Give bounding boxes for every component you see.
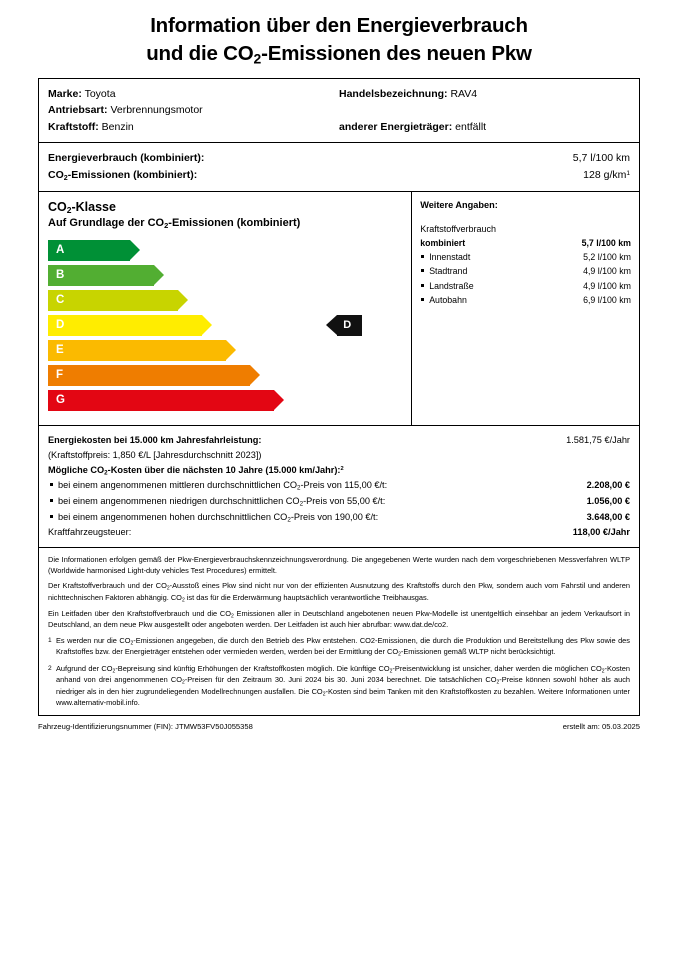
weitere-value-landstrasse: 4,9 l/100 km	[583, 280, 631, 291]
kraftstoffverbrauch-heading: Kraftstoffverbrauch	[420, 223, 497, 234]
weitere-label-landstrasse: Landstraße	[420, 279, 474, 293]
co2-kosten-label-mittel: bei einem angenommenen mittleren durchschnittlichen $CO_2$-Preis von 115,00 €/t:	[48, 478, 387, 494]
co2-emissionen-value: 128 $g/km^1$	[583, 168, 630, 181]
weitere-row-kombiniert	[420, 236, 631, 250]
class-bar-b	[48, 265, 154, 286]
class-bar-f-label: F	[56, 369, 64, 382]
handelsbezeichnung-value: RAV4	[450, 87, 478, 100]
class-bar-d-label: D	[56, 319, 65, 332]
weitere-row-innenstadt	[420, 250, 631, 264]
kraftstoff-label: Kraftstoff:	[48, 120, 99, 133]
class-bar-c-label: C	[56, 294, 65, 307]
identity-spacer	[339, 102, 630, 118]
class-bar-e	[48, 340, 226, 361]
handelsbezeichnung-label: Handelsbezeichnung:	[339, 87, 448, 100]
class-bar-g-label: G	[56, 394, 65, 407]
weitere-row-autobahn	[420, 293, 631, 307]
label-frame	[38, 78, 640, 716]
class-bar-g	[48, 390, 274, 411]
co2-kosten-label-niedrig: bei einem angenommenen niedrigen durchschnittlichen $CO_2$-Preis von 55,00 €/t:	[48, 494, 385, 510]
antriebsart-value: Verbrennungsmotor	[110, 104, 203, 117]
co2-kosten-value-hoch: 3.648,00 €	[586, 511, 630, 522]
kraftfahrzeugsteuer-value: 118,00 €/Jahr	[572, 527, 630, 538]
co2-emissionen-row	[48, 167, 630, 184]
co2-class-marker	[337, 315, 362, 336]
kraftfahrzeugsteuer-row	[48, 525, 630, 540]
co2-kosten-value-niedrig: 1.056,00 €	[586, 495, 630, 506]
weitere-row-stadtrand	[420, 264, 631, 278]
class-row-d	[48, 315, 402, 336]
class-row-b	[48, 265, 402, 286]
document-footer	[38, 722, 640, 731]
co2-class-subtitle: Auf Grundlage der $CO_2$-Emissionen (kombiniert)	[48, 216, 301, 230]
co2-class-bars	[48, 240, 402, 411]
legal-paragraph-3: Ein Leitfaden über den Kraftstoffverbrauch und die $CO_2$ Emissionen aller in Deutschland angebotenen neuen Pkw-Modelle ist unentgeltlich einsehbar an jedem Verkaufsort in Deutschland, an dem neue Pkw ausgestellt oder angeboten werden. Der Leitfaden ist auch hier abrufbar: www.dat.de/co2.	[48, 609, 630, 630]
co2-kosten-row-niedrig	[48, 494, 630, 510]
marke-label: Marke:	[48, 87, 82, 100]
moegliche-co2-kosten-heading: Mögliche $CO_2$-Kosten über die nächsten 10 Jahre (15.000 km/Jahr):$^2$	[48, 464, 344, 477]
co2-class-title: $CO_2$-Klasse	[48, 199, 116, 215]
marke-value: Toyota	[84, 87, 116, 100]
class-row-f	[48, 365, 402, 386]
identity-row-1	[48, 86, 630, 102]
class-row-a	[48, 240, 402, 261]
weitere-label-innenstadt: Innenstadt	[420, 250, 470, 264]
kraftstoff-value: Benzin	[101, 120, 134, 133]
class-row-c	[48, 290, 402, 311]
handelsbezeichnung-field	[339, 86, 630, 102]
class-row-g	[48, 390, 402, 411]
weitere-label-stadtrand: Stadtrand	[420, 264, 467, 278]
weitere-row-landstrasse	[420, 279, 631, 293]
class-bar-a-label: A	[56, 244, 65, 257]
energiekosten-label: Energiekosten bei 15.000 km Jahresfahrleistung:	[48, 434, 262, 445]
costs-section	[39, 426, 639, 548]
legal-paragraph-1: Die Informationen erfolgen gemäß der Pkw-Energieverbrauchskennzeichnungsverordnung. Die angegebenen Werte wurden nach dem vorgeschriebenen Messverfahren WLTP (Worldwide harmonised Light-duty vehicles Test Procedures) ermittelt.	[48, 555, 630, 575]
co2-kosten-label-hoch: bei einem angenommenen hohen durchschnittlichen $CO_2$-Preis von 190,00 €/t:	[48, 510, 378, 526]
class-bar-d	[48, 315, 202, 336]
weitere-label-autobahn: Autobahn	[420, 293, 467, 307]
anderer-energietraeger-field	[339, 119, 630, 135]
legal-footnote-2: 2 Aufgrund der $CO_2$-Bepreisung sind künftig Erhöhungen der Kraftstoffkosten möglich. Die künftige $CO_2$-Preisentwicklung ist unsicher, daher werden die möglichen $CO_2$-Kosten anhand von drei angenommenen $CO_2$-Preisen für den Zeitraum 30. Juni 2024 bis 30. Juni 2034 berechnet. Die tatsächlichen $CO_2$-Preise können sowohl höher als auch niedriger als in den hier zugrundeliegenden Modellrechnungen ausfallen. Die $CO_2$-Kosten sind beim Tanken mit den Kraftstoffkosten zu bezahlen. Weitere Informationen unter www.alternativ-mobil.info.	[48, 663, 631, 707]
energieverbrauch-value: 5,7 l/100 km	[572, 151, 630, 164]
legal-notes-section	[39, 548, 639, 715]
class-bar-a	[48, 240, 130, 261]
energieverbrauch-row	[48, 150, 630, 167]
co2-kosten-row-hoch	[48, 510, 630, 526]
weitere-angaben-panel	[412, 192, 639, 425]
co2-kosten-row-mittel	[48, 478, 630, 494]
page-title	[0, 0, 678, 78]
consumption-section	[39, 143, 639, 192]
weitere-value-innenstadt: 5,2 l/100 km	[583, 252, 631, 263]
weitere-value-kombiniert: 5,7 l/100 km	[581, 237, 631, 248]
identity-row-2	[48, 102, 630, 118]
class-bar-b-label: B	[56, 269, 65, 282]
class-bar-f	[48, 365, 250, 386]
title-line-1: Information über den Energieverbrauch	[150, 14, 528, 37]
kraftstoff-field	[48, 119, 339, 135]
legal-paragraph-2: Der Kraftstoffverbrauch und der $CO_2$-Ausstoß eines Pkw sind nicht nur von der effizienten Ausnutzung des Kraftstoffs durch den Pkw, sondern auch vom Fahrstil und anderen nichttechnischen Faktoren abhängig. $CO_2$ ist das für die Erderwärmung hauptsächlich verantwortliche Treibhausgas.	[48, 581, 630, 603]
anderer-energietraeger-label: anderer Energieträger:	[339, 120, 453, 133]
co2-class-marker-label: D	[343, 319, 352, 332]
weitere-angaben-heading: Weitere Angaben:	[420, 199, 498, 210]
identity-row-3	[48, 119, 630, 135]
weitere-label-kombiniert: kombiniert	[420, 237, 466, 248]
legal-footnote-1: 1 Es werden nur die $CO_2$-Emissionen angegeben, die durch den Betrieb des Pkw entstehen. CO2-Emissionen, die durch die Produktion und Bereitstellung des Pkw sowie des Kraftstoffes bzw. der Energieträger entstehen oder vermieden werden, werden bei der Ermittlung der $CO_2$-Emissionen gemäß WLTP nicht berücksichtigt.	[48, 635, 630, 658]
class-row-e	[48, 340, 402, 361]
co2-class-scale	[39, 192, 412, 425]
weitere-value-autobahn: 6,9 l/100 km	[583, 294, 631, 305]
energiekosten-row	[48, 433, 630, 448]
vehicle-identity-section	[39, 79, 639, 143]
created-date: erstellt am: 05.03.2025	[562, 722, 640, 732]
kraftfahrzeugsteuer-label: Kraftfahrzeugsteuer:	[48, 527, 132, 538]
co2-kosten-value-mittel: 2.208,00 €	[586, 480, 630, 491]
anderer-energietraeger-value: entfällt	[455, 120, 487, 133]
title-line-2: und die $CO_2$-Emissionen des neuen Pkw	[146, 41, 532, 67]
energieverbrauch-label: Energieverbrauch (kombiniert):	[48, 151, 205, 164]
energiekosten-value: 1.581,75 €/Jahr	[566, 434, 630, 445]
co2-emissionen-label: $CO_2$-Emissionen (kombiniert):	[48, 168, 198, 182]
marke-field	[48, 86, 339, 102]
class-bar-e-label: E	[56, 344, 64, 357]
co2-class-section	[39, 192, 639, 426]
class-bar-c	[48, 290, 178, 311]
antriebsart-label: Antriebsart:	[48, 104, 108, 117]
fin-label: Fahrzeug-Identifizierungsnummer (FIN): JTMW53FV50J055358	[38, 722, 253, 732]
weitere-value-stadtrand: 4,9 l/100 km	[583, 266, 631, 277]
kraftstoffpreis-note: (Kraftstoffpreis: 1,850 €/L [Jahresdurchschnitt 2023])	[48, 449, 262, 460]
antriebsart-field	[48, 102, 339, 118]
